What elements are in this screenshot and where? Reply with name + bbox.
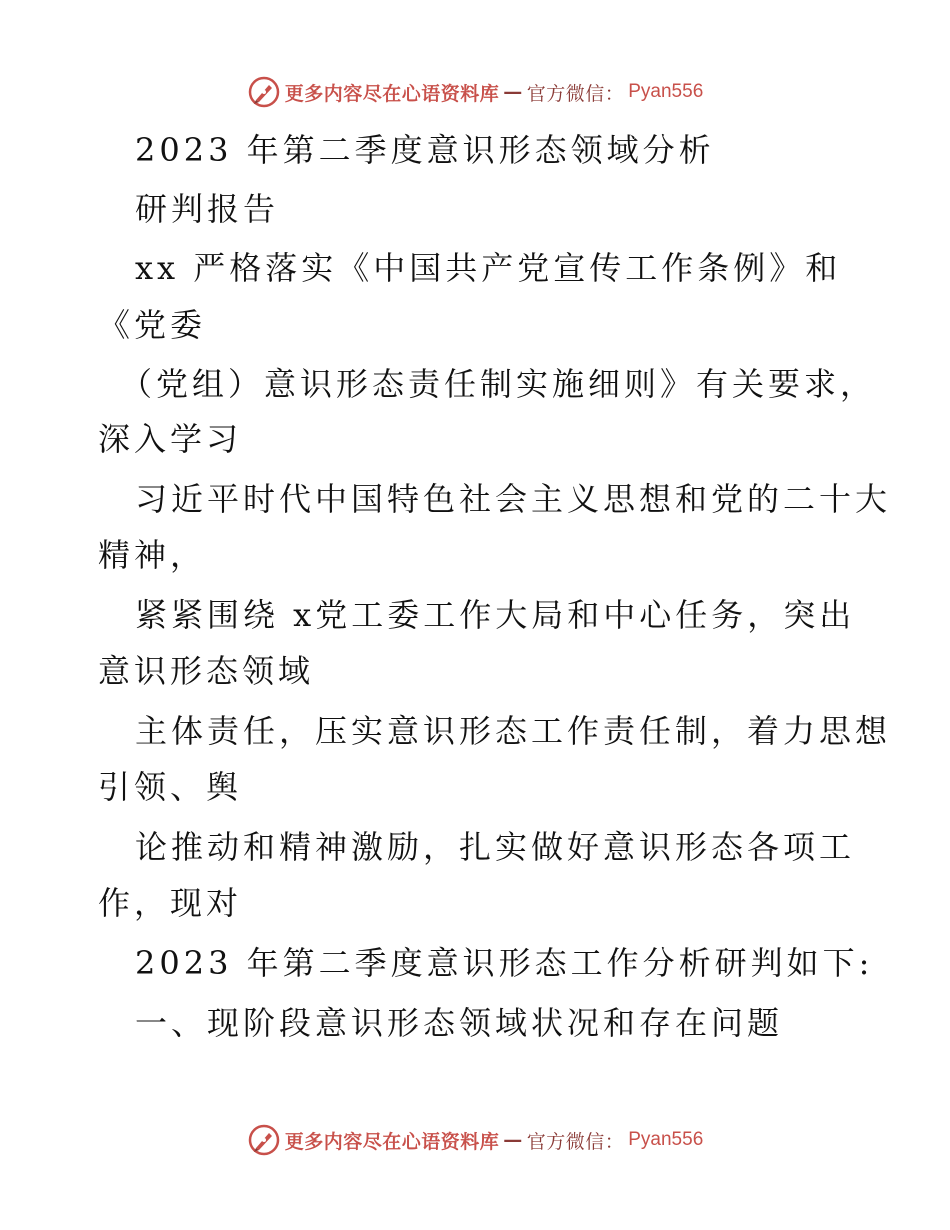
body-line: 论推动和精神激励，扎实做好意识形态各项工 [135,828,856,866]
body-line: 意识形态领域 [98,652,315,690]
watermark-dash: — [503,81,523,103]
watermark-dash: — [503,1129,523,1151]
watermark-handle: Pyan556 [628,81,704,102]
pen-circle-logo-icon [247,1123,281,1157]
body-line: 深入学习 [98,420,243,458]
watermark-prefix: 更多内容尽在心语资料库 [284,82,500,105]
pen-circle-logo-icon [247,75,281,109]
section-heading: 一、现阶段意识形态领域状况和存在问题 [135,1004,784,1042]
body-line: （党组）意识形态责任制实施细则》有关要求， [120,365,877,403]
body-line-title-2: 研判报告 [135,190,280,228]
body-line-title-1: 2023 年第二季度意识形态领域分析 [135,131,715,169]
body-line: 2023 年第二季度意识形态工作分析研判如下: [135,944,874,982]
body-line: 《党委 [98,306,207,344]
watermark-handle: Pyan556 [628,1129,704,1150]
watermark-mid: 官方微信： [526,1130,625,1153]
body-line: 主体责任，压实意识形态工作责任制，着力思想 [135,712,892,750]
body-line: 作，现对 [98,884,243,922]
body-line: 紧紧围绕 x党工委工作大局和中心任务，突出 [135,596,856,634]
watermark-content [247,1123,704,1157]
watermark-mid: 官方微信： [526,82,625,105]
watermark-prefix: 更多内容尽在心语资料库 [284,1130,500,1153]
watermark-content [247,75,704,109]
body-line: 引领、舆 [98,768,243,806]
body-line: 精神， [98,536,207,574]
watermark-banner-bottom [0,1120,950,1160]
watermark-banner-top [0,72,950,112]
body-line: xx 严格落实《中国共产党宣传工作条例》和 [135,249,842,287]
body-line: 习近平时代中国特色社会主义思想和党的二十大 [135,480,892,518]
